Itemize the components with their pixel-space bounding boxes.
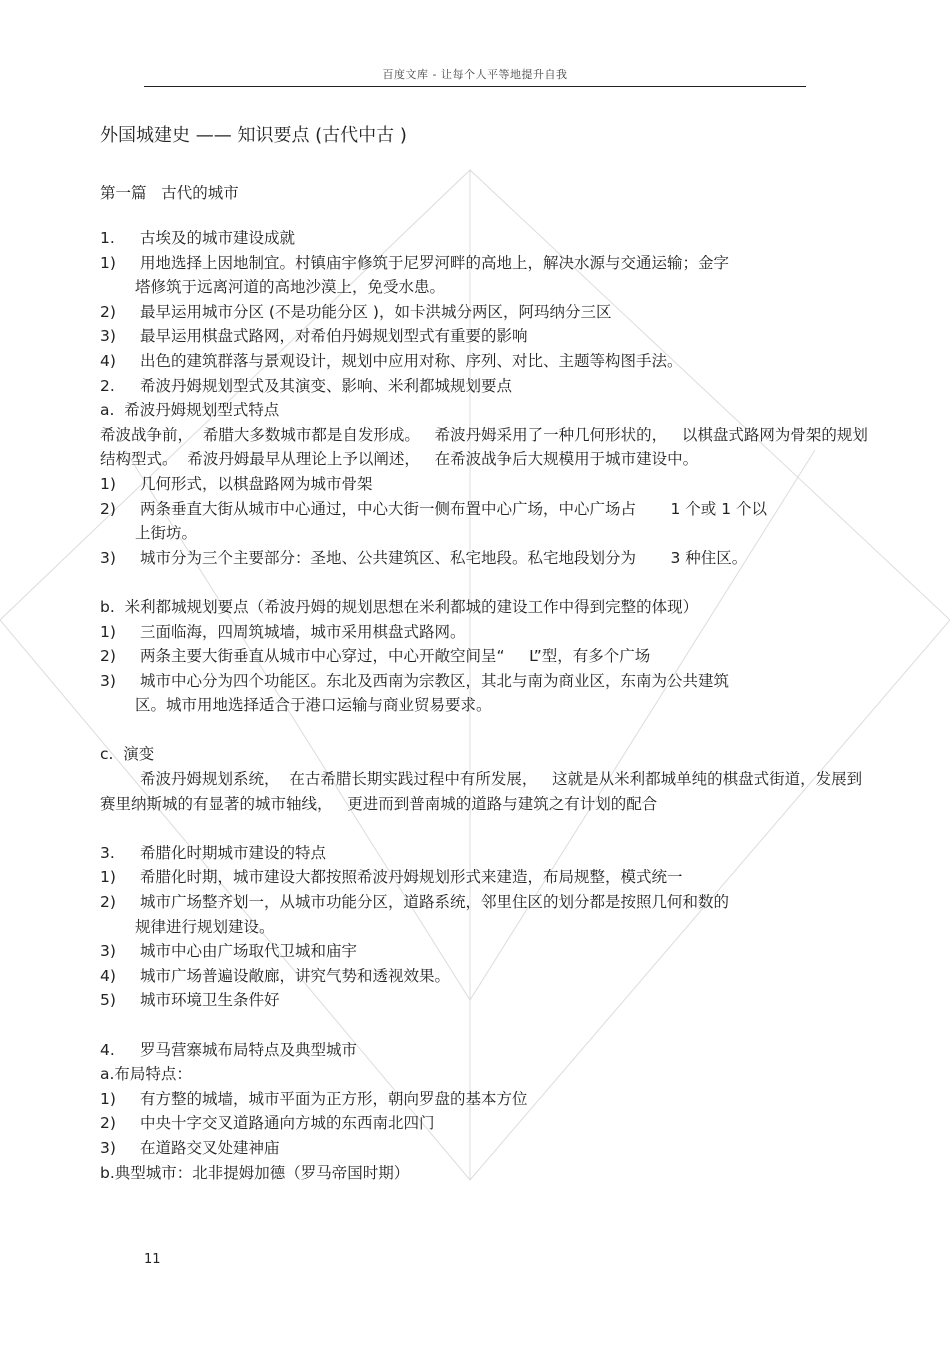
header-rule <box>144 86 806 87</box>
subheading-b: b. 米利都城规划要点（希波丹姆的规划思想在米利都城的建设工作中得到完整的体现） <box>100 597 699 616</box>
list-item: 4) 出色的建筑群落与景观设计，规划中应用对称、序列、对比、主题等构图手法。 <box>100 351 683 370</box>
list-item: 3) 城市中心分为四个功能区。东北及西南为宗教区，其北与南为商业区，东南为公共建筑 <box>100 671 730 690</box>
list-item: 3) 最早运用棋盘式路网，对希伯丹姆规划型式有重要的影响 <box>100 327 528 346</box>
list-item: 1) 希腊化时期，城市建设大都按照希波丹姆规划形式来建造，布局规整，模式统一 <box>100 868 683 887</box>
list-item: 2) 城市广场整齐划一，从城市功能分区，道路系统，邻里住区的划分都是按照几何和数的 <box>100 893 730 912</box>
list-item: 1) 几何形式，以棋盘路网为城市骨架 <box>100 474 373 493</box>
list-item: 1) 三面临海，四周筑城墙，城市采用棋盘式路网。 <box>100 622 466 641</box>
list-item: 2) 两条主要大街垂直从城市中心穿过，中心开敞空间呈“ L”型，有多个广场 <box>100 647 651 666</box>
list-item: 3) 城市分为三个主要部分：圣地、公共建筑区、私宅地段。私宅地段划分为 3 种住区。 <box>100 548 748 567</box>
document-body <box>100 226 872 1185</box>
list-item: 4) 城市广场普遍设敞廊，讲究气势和透视效果。 <box>100 966 451 985</box>
list-item: 3) 城市中心由广场取代卫城和庙宇 <box>100 942 358 961</box>
paragraph-c: 希波丹姆规划系统， 在古希腊长期实践过程中有所发展， 这就是从米利都城单纯的棋盘式街道，发展到赛里纳斯城的有显著的城市轴线， 更进而到普南城的道路与建筑之有计划的配合 <box>100 770 863 813</box>
subheading-c: c. 演变 <box>100 745 155 764</box>
list-item: 5) 城市环境卫生条件好 <box>100 991 280 1010</box>
heading-1: 1. 古埃及的城市建设成就 <box>100 229 296 247</box>
spacer <box>100 1013 872 1038</box>
list-item: 1) 用地选择上因地制宜。村镇庙宇修筑于尼罗河畔的高地上，解决水源与交通运输；金字 <box>100 253 730 272</box>
page-number: 11 <box>144 1252 161 1267</box>
subheading-roman-a: a.布局特点： <box>100 1065 192 1084</box>
list-item-continuation: 上街坊。 <box>135 524 198 543</box>
list-item: 2) 两条垂直大街从城市中心通过，中心大街一侧布置中心广场，中心广场占 1 个或 1 个以 <box>100 499 767 518</box>
heading-4: 4. 罗马营寨城布局特点及典型城市 <box>100 1040 358 1059</box>
spacer <box>100 570 872 595</box>
paragraph-a: 希波战争前， 希腊大多数城市都是自发形成。 希波丹姆采用了一种几何形状的， 以棋盘式路网为骨架的规划结构型式。 希波丹姆最早从理论上予以阐述， 在希波战争后大规模用于城市建设中。 <box>100 425 868 469</box>
heading-3: 3. 希腊化时期城市建设的特点 <box>100 843 327 862</box>
document-title: 外国城建史 —— 知识要点 (古代中古 ) <box>100 125 407 146</box>
list-item: 3) 在道路交叉处建神庙 <box>100 1138 280 1157</box>
subheading-roman-b: b.典型城市：北非提姆加德（罗马帝国时期） <box>100 1163 410 1182</box>
list-item: 2) 最早运用城市分区 (不是功能分区 )，如卡洪城分两区，阿玛纳分三区 <box>100 302 612 321</box>
section-heading: 第一篇 古代的城市 <box>100 184 239 202</box>
subheading-a: a. 希波丹姆规划型式特点 <box>100 401 280 420</box>
list-item: 1) 有方整的城墙，城市平面为正方形，朝向罗盘的基本方位 <box>100 1089 528 1108</box>
list-item-continuation: 区。城市用地选择适合于港口运输与商业贸易要求。 <box>135 696 492 715</box>
list-item-continuation: 塔修筑于远离河道的高地沙漠上，免受水患。 <box>135 278 446 297</box>
heading-2: 2. 希波丹姆规划型式及其演变、影响、米利都城规划要点 <box>100 376 513 395</box>
page-header: 百度文库 - 让每个人平等地提升自我 <box>382 68 568 81</box>
spacer <box>100 718 872 743</box>
list-item-continuation: 规律进行规划建设。 <box>135 917 275 936</box>
list-item: 2) 中央十字交叉道路通向方城的东西南北四门 <box>100 1114 435 1133</box>
spacer <box>100 816 872 841</box>
